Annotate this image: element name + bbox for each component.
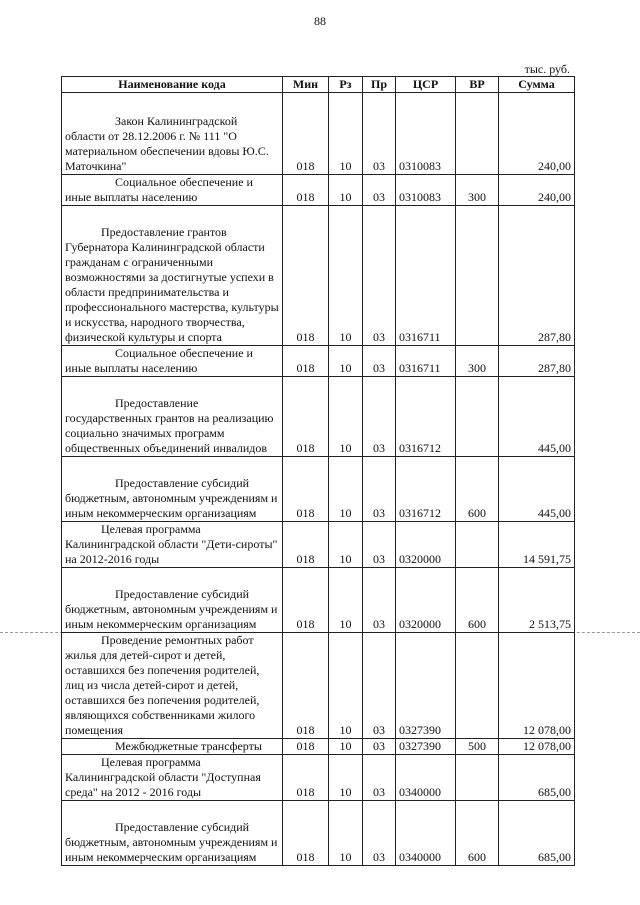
header-rz: Рз [329, 77, 363, 93]
cell-csr: 0320000 [396, 522, 456, 568]
cell-pr: 03 [363, 346, 396, 377]
cell-min: 018 [283, 522, 329, 568]
cell-pr: 03 [363, 739, 396, 755]
cell-sum: 287,80 [499, 346, 575, 377]
cell-name: Предоставление субсидий бюджетным, автономным учреждениям и иным некоммерческим организациям [62, 801, 283, 866]
cell-csr: 0320000 [396, 568, 456, 633]
cell-rz: 10 [329, 755, 363, 801]
cell-min: 018 [283, 801, 329, 866]
cell-min: 018 [283, 755, 329, 801]
cell-sum: 14 591,75 [499, 522, 575, 568]
cell-sum: 445,00 [499, 457, 575, 522]
cell-sum: 2 513,75 [499, 568, 575, 633]
cell-csr: 0316712 [396, 457, 456, 522]
table-row [62, 93, 575, 175]
cell-rz: 10 [329, 522, 363, 568]
cell-sum: 240,00 [499, 175, 575, 206]
cell-min: 018 [283, 568, 329, 633]
header-sum: Сумма [499, 77, 575, 93]
cell-pr: 03 [363, 633, 396, 739]
cell-min: 018 [283, 206, 329, 346]
cell-min: 018 [283, 739, 329, 755]
cell-sum: 12 078,00 [499, 633, 575, 739]
cell-rz: 10 [329, 568, 363, 633]
header-name: Наименование кода [62, 77, 283, 93]
cell-min: 018 [283, 377, 329, 457]
header-min: Мин [283, 77, 329, 93]
table-row [62, 522, 575, 568]
cell-min: 018 [283, 633, 329, 739]
cell-name: Предоставление субсидий бюджетным, автономным учреждениям и иным некоммерческим организациям [62, 568, 283, 633]
table-row [62, 755, 575, 801]
cell-csr: 0340000 [396, 801, 456, 866]
table-row [62, 175, 575, 206]
cell-name: Целевая программа Калининградской области "Доступная среда" на 2012 - 2016 годы [62, 755, 283, 801]
cell-vr: 300 [456, 346, 499, 377]
cell-sum: 685,00 [499, 755, 575, 801]
cell-vr [456, 522, 499, 568]
cell-vr [456, 755, 499, 801]
table-row [62, 377, 575, 457]
cell-vr [456, 93, 499, 175]
cell-vr: 600 [456, 801, 499, 866]
cell-name: Предоставление субсидий бюджетным, автономным учреждениям и иным некоммерческим организациям [62, 457, 283, 522]
cell-sum: 685,00 [499, 801, 575, 866]
cell-min: 018 [283, 175, 329, 206]
cell-name: Межбюджетные трансферты [62, 739, 283, 755]
cell-pr: 03 [363, 801, 396, 866]
cell-vr [456, 377, 499, 457]
cell-pr: 03 [363, 377, 396, 457]
cell-min: 018 [283, 457, 329, 522]
cell-csr: 0310083 [396, 175, 456, 206]
cell-sum: 287,80 [499, 206, 575, 346]
table-row [62, 346, 575, 377]
header-csr: ЦСР [396, 77, 456, 93]
cell-min: 018 [283, 93, 329, 175]
cell-name: Социальное обеспечение и иные выплаты населению [62, 175, 283, 206]
cell-csr: 0340000 [396, 755, 456, 801]
cell-pr: 03 [363, 522, 396, 568]
cell-csr: 0316711 [396, 346, 456, 377]
cell-vr: 300 [456, 175, 499, 206]
cell-rz: 10 [329, 801, 363, 866]
cell-vr: 500 [456, 739, 499, 755]
page-number: 88 [314, 14, 326, 28]
cell-csr: 0316711 [396, 206, 456, 346]
cell-sum: 445,00 [499, 377, 575, 457]
cell-name: Предоставление грантов Губернатора Калининградской области гражданам с ограниченными возможностями за достигнутые успехи в области предпринимательства и профессионального мастерства, культуры и искусства, народного творчества, физической культуры и спорта [62, 206, 283, 346]
table-header-row [62, 77, 575, 93]
cell-vr [456, 206, 499, 346]
cell-name: Закон Калининградской области от 28.12.2006 г. № 111 "О материальном обеспечении вдовы Ю.С. Маточкина" [62, 93, 283, 175]
cell-vr [456, 633, 499, 739]
cell-pr: 03 [363, 755, 396, 801]
table-row [62, 801, 575, 866]
cell-pr: 03 [363, 93, 396, 175]
cell-pr: 03 [363, 457, 396, 522]
header-vr: ВР [456, 77, 499, 93]
table-row [62, 633, 575, 739]
cell-pr: 03 [363, 206, 396, 346]
cell-csr: 0327390 [396, 633, 456, 739]
cell-name: Проведение ремонтных работ жилья для детей-сирот и детей, оставшихся без попечения родителей, лиц из числа детей-сирот и детей, оставшихся без попечения родителей, являющихся собственниками жилого помещения [62, 633, 283, 739]
header-pr: Пр [363, 77, 396, 93]
table-row [62, 457, 575, 522]
cell-pr: 03 [363, 175, 396, 206]
cell-vr: 600 [456, 568, 499, 633]
budget-table [61, 76, 575, 866]
cell-pr: 03 [363, 568, 396, 633]
cell-csr: 0316712 [396, 377, 456, 457]
cell-rz: 10 [329, 93, 363, 175]
table-row [62, 206, 575, 346]
table-row [62, 568, 575, 633]
cell-rz: 10 [329, 175, 363, 206]
cell-name: Предоставление государственных грантов на реализацию социально значимых программ общественных объединений инвалидов [62, 377, 283, 457]
cell-name: Целевая программа Калининградской области "Дети-сироты" на 2012-2016 годы [62, 522, 283, 568]
cell-name: Социальное обеспечение и иные выплаты населению [62, 346, 283, 377]
cell-rz: 10 [329, 457, 363, 522]
cell-rz: 10 [329, 633, 363, 739]
cell-sum: 12 078,00 [499, 739, 575, 755]
cell-sum: 240,00 [499, 93, 575, 175]
cell-rz: 10 [329, 206, 363, 346]
cell-rz: 10 [329, 377, 363, 457]
cell-vr: 600 [456, 457, 499, 522]
cell-csr: 0327390 [396, 739, 456, 755]
cell-rz: 10 [329, 346, 363, 377]
cell-min: 018 [283, 346, 329, 377]
table-row [62, 739, 575, 755]
cell-csr: 0310083 [396, 93, 456, 175]
cell-rz: 10 [329, 739, 363, 755]
units-label: тыс. руб. [524, 62, 570, 76]
